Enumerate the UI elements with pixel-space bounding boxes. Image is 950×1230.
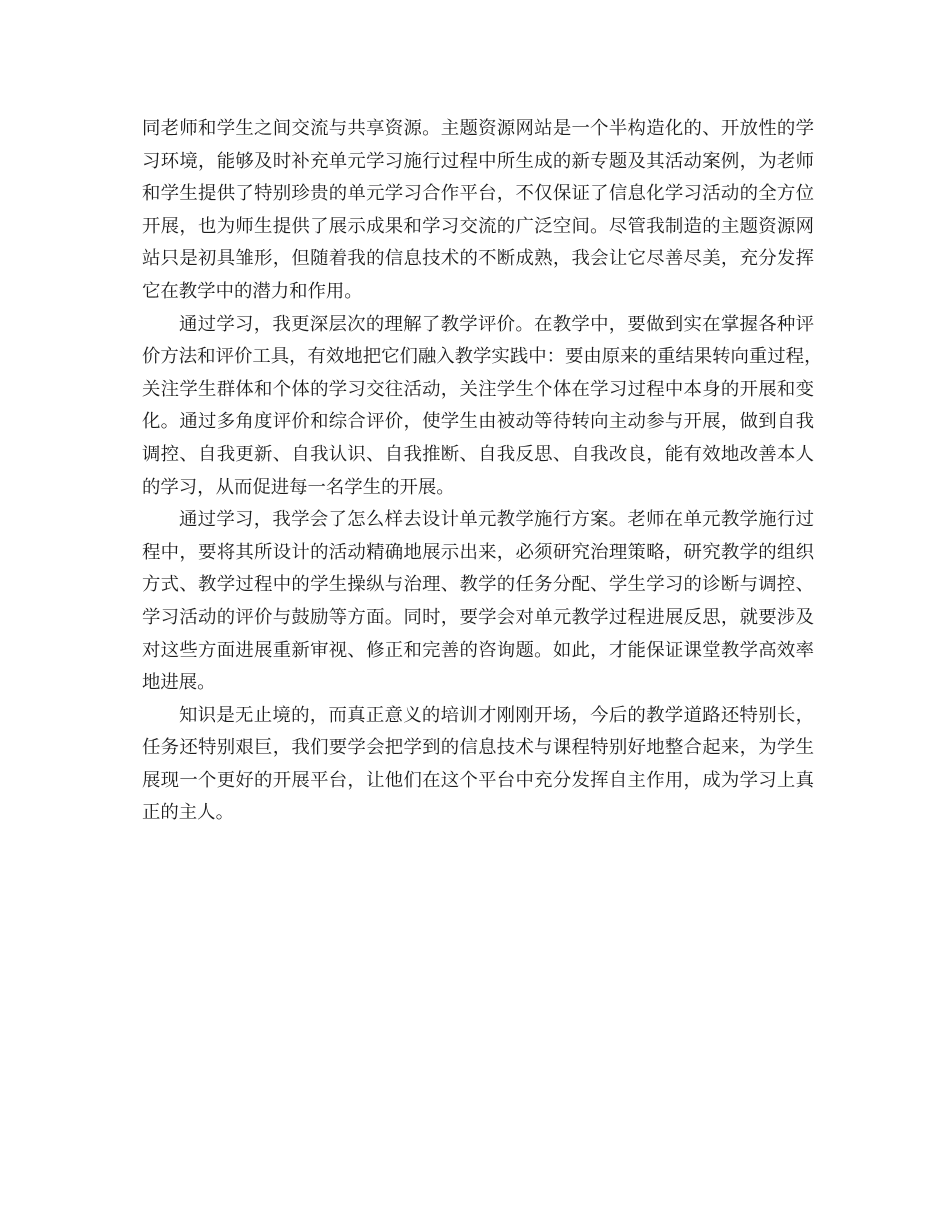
paragraph-2 — [142, 309, 823, 505]
text-line: 对这些方面进展重新审视、修正和完善的咨询题。如此，才能保证课堂教学高效率 — [142, 639, 814, 661]
text-line: 通过学习，我学会了怎么样去设计单元教学施行方案。老师在单元教学施行过 — [179, 509, 814, 531]
text-line: 站只是初具雏形，但随着我的信息技术的不断成熟，我会让它尽善尽美，充分发挥 — [142, 248, 814, 270]
text-line: 的学习，从而促进每一名学生的开展。 — [142, 476, 455, 498]
text-line: 地进展。 — [142, 672, 216, 694]
text-line: 调控、自我更新、自我认识、自我推断、自我反思、自我改良，能有效地改善本人 — [142, 443, 814, 465]
text-line: 通过学习，我更深层次的理解了教学评价。在教学中，要做到实在掌握各种评 — [179, 313, 814, 335]
paragraph-3 — [142, 504, 814, 700]
text-line: 知识是无止境的，而真正意义的培训才刚刚开场，今后的教学道路还特别长， — [179, 704, 814, 726]
text-line: 正的主人。 — [142, 802, 234, 824]
paragraph-4 — [142, 700, 814, 830]
text-line: 价方法和评价工具，有效地把它们融入教学实践中：要由原来的重结果转向重过程， — [142, 346, 823, 368]
paragraph-1 — [142, 113, 814, 309]
text-line: 任务还特别艰巨，我们要学会把学到的信息技术与课程特别好地整合起来，为学生 — [142, 737, 814, 759]
text-line: 和学生提供了特别珍贵的单元学习合作平台，不仅保证了信息化学习活动的全方位 — [142, 183, 814, 205]
text-line: 展现一个更好的开展平台，让他们在这个平台中充分发挥自主作用，成为学习上真 — [142, 769, 814, 791]
text-line: 程中，要将其所设计的活动精确地展示出来，必须研究治理策略，研究教学的组织 — [142, 541, 814, 563]
text-line: 开展，也为师生提供了展示成果和学习交流的广泛空间。尽管我制造的主题资源网 — [142, 215, 814, 237]
text-line: 关注学生群体和个体的学习交往活动，关注学生个体在学习过程中本身的开展和变 — [142, 378, 814, 400]
text-line: 同老师和学生之间交流与共享资源。主题资源网站是一个半构造化的、开放性的学 — [142, 118, 814, 139]
text-line: 它在教学中的潜力和作用。 — [142, 280, 363, 302]
text-line: 习环境，能够及时补充单元学习施行过程中所生成的新专题及其活动案例，为老师 — [142, 150, 814, 172]
text-line: 化。通过多角度评价和综合评价，使学生由被动等待转向主动参与开展，做到自我 — [142, 411, 814, 433]
text-line: 方式、教学过程中的学生操纵与治理、教学的任务分配、学生学习的诊断与调控、 — [142, 574, 814, 596]
text-line: 学习活动的评价与鼓励等方面。同时，要学会对单元教学过程进展反思，就要涉及 — [142, 606, 814, 628]
document-body — [142, 113, 823, 830]
